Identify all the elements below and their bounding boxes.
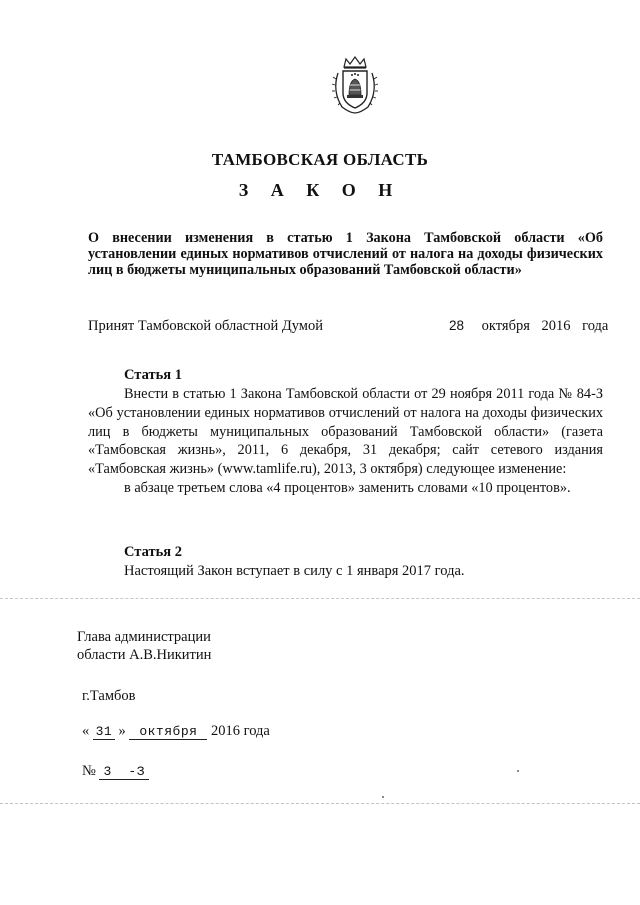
article-1-paragraph: Внести в статью 1 Закона Тамбовской области от 29 ноября 2011 года № 84-З «Об установлении единых нормативов отчислений от налога на доходы физических лиц в бюджеты муниципальных образований Тамбовской области» (газета «Тамбовская жизнь», 2011, 6 декабря, 31 декабря; сайт сетевого издания «Тамбовская жизнь» (www.tamlife.ru), 2013, 3 октября) следующее изменение: bbox=[88, 386, 603, 478]
article-1-body bbox=[88, 385, 603, 498]
article-1-heading: Статья 1 bbox=[124, 367, 182, 383]
date-year: 2016 года bbox=[211, 723, 270, 739]
article-2-body: Настоящий Закон вступает в силу с 1 января 2017 года. bbox=[124, 563, 465, 579]
article-1-paragraph: в абзаце третьем слова «4 процентов» заменить словами «10 процентов». bbox=[124, 479, 571, 496]
number-suffix: -З bbox=[128, 764, 145, 779]
date-open-quote: « bbox=[82, 723, 90, 739]
number-field bbox=[99, 765, 149, 780]
date-close-quote: » bbox=[118, 723, 126, 739]
signature-role: Глава администрации bbox=[77, 629, 211, 645]
adopted-month-year: октября 2016 года bbox=[481, 318, 609, 334]
date-month: октября bbox=[129, 725, 207, 740]
document-type-heading: З А К О Н bbox=[238, 180, 402, 200]
signature-name: области А.В.Никитин bbox=[77, 647, 212, 663]
scan-divider bbox=[0, 803, 640, 805]
scan-divider bbox=[0, 598, 640, 600]
signature-block bbox=[77, 628, 211, 664]
number-value: 3 bbox=[103, 764, 112, 779]
number-sign: № bbox=[82, 763, 96, 779]
tambov-coat-of-arms-icon bbox=[330, 55, 380, 115]
adopted-date bbox=[449, 318, 608, 335]
region-heading: ТАМБОВСКАЯ ОБЛАСТЬ bbox=[211, 150, 429, 169]
signing-date bbox=[82, 723, 270, 740]
adopted-by-text: Принят Тамбовской областной Думой bbox=[88, 318, 323, 334]
scan-speck bbox=[382, 796, 384, 798]
date-day: 31 bbox=[93, 725, 115, 740]
law-number bbox=[82, 763, 149, 780]
adopted-day: 28 bbox=[449, 318, 465, 333]
scan-speck bbox=[517, 770, 519, 772]
place-of-signing: г.Тамбов bbox=[82, 688, 136, 704]
article-2-heading: Статья 2 bbox=[124, 544, 182, 560]
law-title: О внесении изменения в статью 1 Закона Тамбовской области «Об установлении единых нормативов отчислений от налога на доходы физических лиц в бюджеты муниципальных образований Тамбовской области» bbox=[88, 230, 603, 278]
